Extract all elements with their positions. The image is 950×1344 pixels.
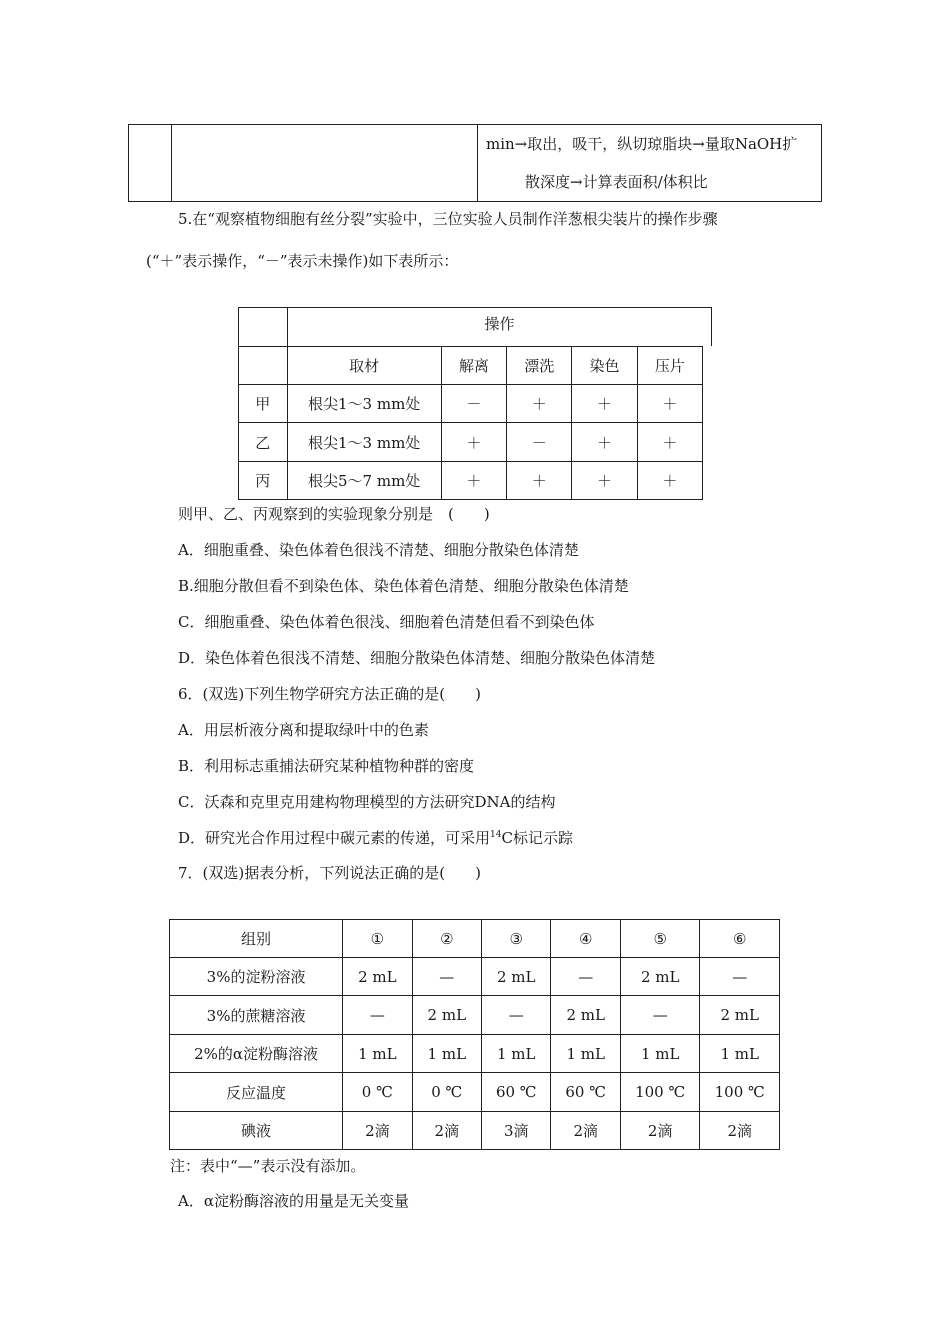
q7-option-a: A．α淀粉酶溶液的用量是无关变量 <box>178 1192 409 1210</box>
table-cell: ＋ <box>637 462 702 500</box>
table-cell: ＋ <box>507 385 572 423</box>
table-cell: ＋ <box>572 385 637 423</box>
q5-option-b: B.细胞分散但看不到染色体、染色体着色清楚、细胞分散染色体清楚 <box>178 577 629 595</box>
table-row <box>170 996 780 1035</box>
row-label: 乙 <box>239 423 288 462</box>
table-cell: — <box>551 958 620 996</box>
q6-option-d-sup: 14 <box>490 830 502 840</box>
table-cell: ＋ <box>507 462 572 500</box>
table-cell: ＋ <box>572 462 637 500</box>
q6-option-c: C．沃森和克里克用建构物理模型的方法研究DNA的结构 <box>178 793 556 811</box>
q5-stem-line2: (“＋”表示操作，“－”表示未操作)如下表所示： <box>146 252 459 270</box>
q7-header-cell: ⑤ <box>620 920 700 958</box>
q5-header-empty <box>239 308 288 347</box>
table-cell: 1 mL <box>482 1035 551 1073</box>
table-cell: 2滴 <box>700 1112 780 1150</box>
table-cell: 2滴 <box>343 1112 412 1150</box>
q5-col-header: 解离 <box>441 347 506 385</box>
table-cell: 1 mL <box>343 1035 412 1073</box>
row-label: 碘液 <box>170 1112 343 1150</box>
table-cell: ＋ <box>441 423 506 462</box>
table-cell: 2 mL <box>482 958 551 996</box>
q5-table-header <box>238 307 712 346</box>
table-cell: 0 ℃ <box>343 1073 412 1112</box>
table-cell: 根尖5～7 mm处 <box>287 462 441 500</box>
table-cell: — <box>343 996 412 1035</box>
table-cell: 根尖1～3 mm处 <box>287 385 441 423</box>
table-row <box>239 423 703 462</box>
table-cell: ＋ <box>572 423 637 462</box>
table-row <box>170 1073 780 1112</box>
q5-option-d: D．染色体着色很浅不清楚、细胞分散染色体清楚、细胞分散染色体清楚 <box>178 649 656 667</box>
q7-header-cell: ⑥ <box>700 920 780 958</box>
table-cell: 2滴 <box>551 1112 620 1150</box>
table-row <box>170 1035 780 1073</box>
table-cell: ＋ <box>441 462 506 500</box>
table-cell: 1 mL <box>700 1035 780 1073</box>
q7-table <box>169 919 780 1150</box>
table-row <box>239 385 703 423</box>
table-cell: 2滴 <box>620 1112 700 1150</box>
q7-header-cell: ③ <box>482 920 551 958</box>
top-table-line2: 散深度→计算表面积/体积比 <box>525 173 708 191</box>
table-cell: 2 mL <box>412 996 481 1035</box>
q5-col-header: 漂洗 <box>507 347 572 385</box>
table-cell: 2 mL <box>343 958 412 996</box>
q6-stem: 6．(双选)下列生物学研究方法正确的是( ) <box>178 685 481 703</box>
table-cell: 0 ℃ <box>412 1073 481 1112</box>
table-row <box>239 462 703 500</box>
q7-header-cell: ① <box>343 920 412 958</box>
table-row <box>170 1112 780 1150</box>
q7-header-cell: ② <box>412 920 481 958</box>
row-label: 2%的α淀粉酶溶液 <box>170 1035 343 1073</box>
q5-question: 则甲、乙、丙观察到的实验现象分别是 ( ) <box>178 505 490 523</box>
top-table-line1: min→取出，吸干，纵切琼脂块→量取NaOH扩 <box>486 135 798 153</box>
q6-option-d-post: C标记示踪 <box>501 829 573 847</box>
q7-header-cell: 组别 <box>170 920 343 958</box>
q7-stem: 7．(双选)据表分析，下列说法正确的是( ) <box>178 864 481 882</box>
q5-table <box>238 346 703 500</box>
table-cell: ＋ <box>637 385 702 423</box>
top-table-cell-2 <box>172 125 478 202</box>
q5-table-col-row <box>239 347 703 385</box>
table-cell: 3滴 <box>482 1112 551 1150</box>
q6-option-b: B．利用标志重捕法研究某种植物种群的密度 <box>178 757 475 775</box>
top-table-cell-1 <box>129 125 172 202</box>
q5-col-header: 压片 <box>637 347 702 385</box>
q7-table-header-row <box>170 920 780 958</box>
table-cell: 60 ℃ <box>551 1073 620 1112</box>
q6-option-d-pre: D．研究光合作用过程中碳元素的传递，可采用 <box>178 829 491 847</box>
q5-option-c: C．细胞重叠、染色体着色很浅、细胞着色清楚但看不到染色体 <box>178 613 595 631</box>
table-cell: 100 ℃ <box>620 1073 700 1112</box>
table-cell: 2 mL <box>620 958 700 996</box>
table-cell: 1 mL <box>620 1035 700 1073</box>
table-cell: — <box>620 996 700 1035</box>
table-cell: 60 ℃ <box>482 1073 551 1112</box>
table-cell: — <box>412 958 481 996</box>
row-label: 3%的蔗糖溶液 <box>170 996 343 1035</box>
q5-col-header: 取材 <box>287 347 441 385</box>
q7-header-cell: ④ <box>551 920 620 958</box>
q6-option-d <box>178 827 573 848</box>
table-row <box>170 958 780 996</box>
table-cell: 1 mL <box>412 1035 481 1073</box>
table-cell: 2 mL <box>551 996 620 1035</box>
table-cell: — <box>700 958 780 996</box>
row-label: 丙 <box>239 462 288 500</box>
table-cell: 1 mL <box>551 1035 620 1073</box>
top-table <box>128 124 822 202</box>
table-cell: 2滴 <box>412 1112 481 1150</box>
q5-col-header: 染色 <box>572 347 637 385</box>
row-label: 甲 <box>239 385 288 423</box>
q5-col-empty <box>239 347 288 385</box>
table-cell: 100 ℃ <box>700 1073 780 1112</box>
q5-stem-line1: 5.在“观察植物细胞有丝分裂”实验中，三位实验人员制作洋葱根尖装片的操作步骤 <box>178 210 718 228</box>
row-label: 3%的淀粉溶液 <box>170 958 343 996</box>
table-cell: ＋ <box>637 423 702 462</box>
table-cell: － <box>507 423 572 462</box>
q6-option-a: A．用层析液分离和提取绿叶中的色素 <box>178 721 429 739</box>
q5-header-operation: 操作 <box>288 308 712 347</box>
row-label: 反应温度 <box>170 1073 343 1112</box>
q7-note: 注：表中“—”表示没有添加。 <box>170 1157 366 1175</box>
table-cell: － <box>441 385 506 423</box>
table-cell: — <box>482 996 551 1035</box>
table-cell: 根尖1～3 mm处 <box>287 423 441 462</box>
table-cell: 2 mL <box>700 996 780 1035</box>
top-table-cell-3 <box>478 125 822 202</box>
q5-option-a: A．细胞重叠、染色体着色很浅不清楚、细胞分散染色体清楚 <box>178 541 579 559</box>
